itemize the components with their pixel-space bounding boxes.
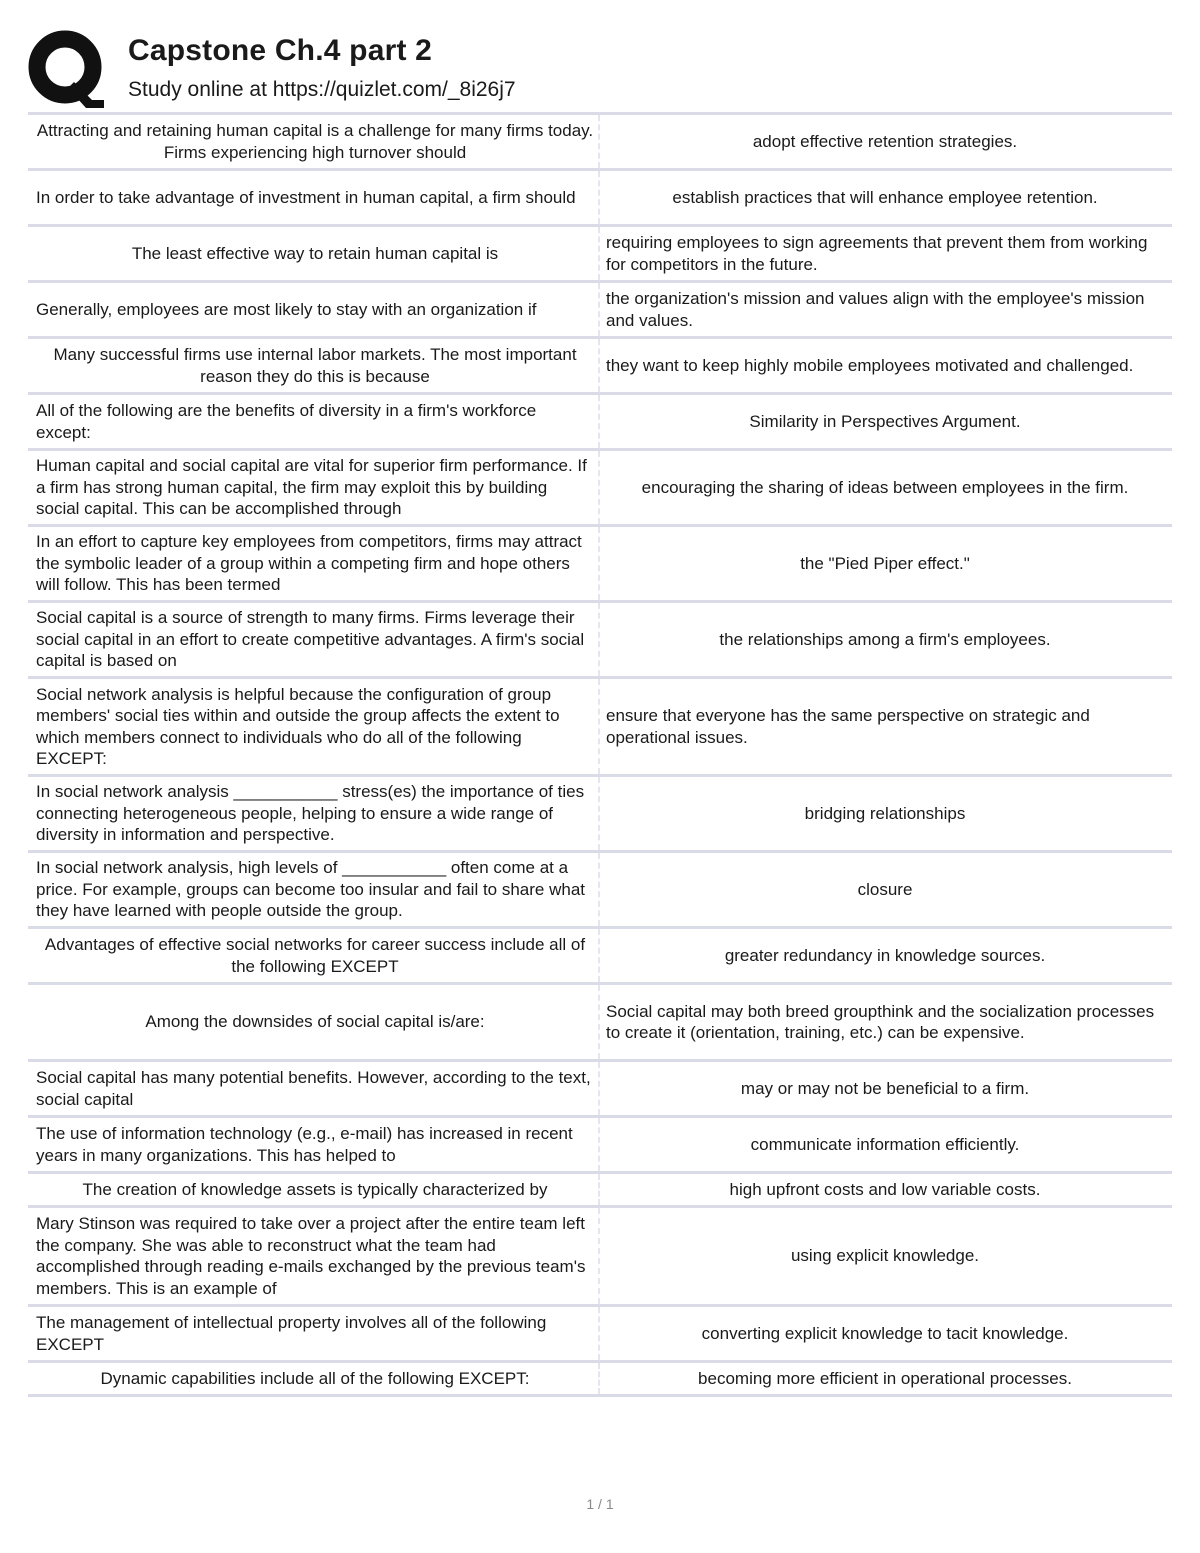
page-number: 1 / 1 bbox=[586, 1496, 614, 1512]
card-definition: Social capital may both breed groupthink and the socialization processes to create it (orientation, training, etc.) can be expensive. bbox=[606, 1001, 1155, 1042]
quizlet-logo-icon bbox=[28, 30, 106, 108]
card-term: In order to take advantage of investment in human capital, a firm should bbox=[28, 171, 600, 224]
card-term: In social network analysis, high levels of ___________ often come at a price. For example, groups can become too insular and fail to share what they have learned with people outside the group. bbox=[28, 853, 600, 926]
page-header bbox=[28, 30, 1172, 110]
card-definition: the organization's mission and values align with the employee's mission and values. bbox=[606, 289, 1145, 330]
card-term: Dynamic capabilities include all of the following EXCEPT: bbox=[28, 1363, 600, 1394]
card-row bbox=[28, 227, 1172, 283]
card-definition: ensure that everyone has the same perspective on strategic and operational issues. bbox=[606, 706, 1090, 747]
card-definition: Similarity in Perspectives Argument. bbox=[749, 411, 1021, 431]
card-row bbox=[28, 451, 1172, 527]
card-definition: converting explicit knowledge to tacit knowledge. bbox=[701, 1323, 1069, 1343]
card-term: Social network analysis is helpful because the configuration of group members' social ties within and outside the group affects the extent to which members connect to individuals who do all of the following EXCEPT: bbox=[28, 679, 600, 774]
card-row bbox=[28, 395, 1172, 451]
card-term: Among the downsides of social capital is/are: bbox=[28, 985, 600, 1059]
card-definition: closure bbox=[857, 879, 913, 899]
page-title: Capstone Ch.4 part 2 bbox=[128, 34, 433, 67]
card-row bbox=[28, 115, 1172, 171]
card-row bbox=[28, 1062, 1172, 1118]
card-row bbox=[28, 679, 1172, 777]
card-row bbox=[28, 1174, 1172, 1208]
card-row bbox=[28, 853, 1172, 929]
card-term: All of the following are the benefits of diversity in a firm's workforce except: bbox=[28, 395, 600, 448]
card-row bbox=[28, 1307, 1172, 1363]
card-term: Generally, employees are most likely to stay with an organization if bbox=[28, 283, 600, 336]
card-row bbox=[28, 603, 1172, 679]
card-term: Mary Stinson was required to take over a project after the entire team left the company. She was able to reconstruct what the team had accomplished through reading e-mails exchanged by the previous team's members. This is an example of bbox=[28, 1208, 600, 1304]
card-term: Advantages of effective social networks for career success include all of the following EXCEPT bbox=[28, 929, 600, 982]
card-definition: encouraging the sharing of ideas between employees in the firm. bbox=[641, 477, 1129, 497]
card-row bbox=[28, 1208, 1172, 1307]
card-term: The least effective way to retain human capital is bbox=[28, 227, 600, 280]
card-definition: becoming more efficient in operational processes. bbox=[698, 1368, 1072, 1388]
card-term: Social capital has many potential benefits. However, according to the text, social capital bbox=[28, 1062, 600, 1115]
card-term: Social capital is a source of strength to many firms. Firms leverage their social capital in an effort to create competitive advantages. A firm's social capital is based on bbox=[28, 603, 600, 676]
card-row bbox=[28, 527, 1172, 603]
card-definition: bridging relationships bbox=[804, 803, 966, 823]
card-term: The use of information technology (e.g., e-mail) has increased in recent years in many organizations. This has helped to bbox=[28, 1118, 600, 1171]
card-definition: adopt effective retention strategies. bbox=[752, 131, 1018, 151]
flashcard-table bbox=[28, 112, 1172, 1397]
study-link-text: Study online at https://quizlet.com/_8i26j7 bbox=[128, 78, 516, 101]
card-term: Attracting and retaining human capital is a challenge for many firms today. Firms experiencing high turnover should bbox=[28, 115, 600, 168]
card-definition: the relationships among a firm's employees. bbox=[719, 629, 1051, 649]
card-definition: using explicit knowledge. bbox=[790, 1246, 980, 1266]
card-row bbox=[28, 283, 1172, 339]
card-definition: high upfront costs and low variable costs. bbox=[729, 1179, 1041, 1199]
card-term: Human capital and social capital are vital for superior firm performance. If a firm has strong human capital, the firm may exploit this by building social capital. This can be accomplished through bbox=[28, 451, 600, 524]
card-row bbox=[28, 1363, 1172, 1397]
card-term: In social network analysis ___________ stress(es) the importance of ties connecting heterogeneous people, helping to ensure a wide range of diversity in information and perspective. bbox=[28, 777, 600, 850]
card-row bbox=[28, 985, 1172, 1062]
card-definition: communicate information efficiently. bbox=[750, 1134, 1020, 1154]
card-definition: requiring employees to sign agreements that prevent them from working for competitors in the future. bbox=[606, 233, 1148, 274]
card-term: In an effort to capture key employees from competitors, firms may attract the symbolic leader of a group within a competing firm and hope others will follow. This has been termed bbox=[28, 527, 600, 600]
card-row bbox=[28, 777, 1172, 853]
card-definition: greater redundancy in knowledge sources. bbox=[724, 945, 1046, 965]
card-definition: may or may not be beneficial to a firm. bbox=[740, 1078, 1030, 1098]
card-definition: establish practices that will enhance employee retention. bbox=[672, 187, 1098, 207]
card-definition: the "Pied Piper effect." bbox=[800, 553, 970, 573]
card-definition: they want to keep highly mobile employees motivated and challenged. bbox=[606, 355, 1134, 375]
card-row bbox=[28, 171, 1172, 227]
card-term: The management of intellectual property involves all of the following EXCEPT bbox=[28, 1307, 600, 1360]
card-row bbox=[28, 339, 1172, 395]
card-term: Many successful firms use internal labor markets. The most important reason they do this is because bbox=[28, 339, 600, 392]
card-row bbox=[28, 1118, 1172, 1174]
card-row bbox=[28, 929, 1172, 985]
card-term: The creation of knowledge assets is typically characterized by bbox=[28, 1174, 600, 1205]
